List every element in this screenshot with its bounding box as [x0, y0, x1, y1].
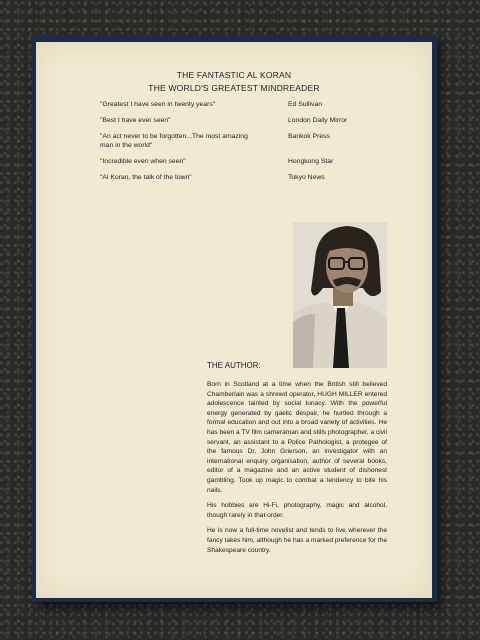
bio-paragraph: Born in Scotland at a time when the British still believed Chamberlain was a shrewd operator, HUGH MILLER entered adolescence tainted by social lunacy. With the powerful energy generated by gaelic despair, he hurtled through a formal education and out into a broad variety of activities. He has been a TV film cameraman and stills photographer, a civil servant, an assistant to a Police Pathologist, a protegee of the famous Dr. John Grierson, an investigator with an international enquiry organisation, author of several books, editor of a magazine and an active student of dishonest gambling. Took up magic to combat a tendency to bite his nails. — [207, 381, 387, 494]
quote-text: "Best I have ever seen" — [100, 117, 171, 124]
quote-item — [100, 157, 368, 166]
bio-paragraph: His hobbies are Hi-Fi, photography, magic and alcohol, though rarely in that order. — [207, 502, 387, 519]
author-bio — [207, 380, 387, 561]
quote-source: Hongkong Star — [288, 158, 334, 165]
quote-item — [100, 173, 368, 182]
quote-text: "An act never to be forgotten...The most amazing man in the world" — [100, 133, 248, 149]
header-line-1: THE FANTASTIC AL KORAN — [176, 70, 292, 80]
quote-source: Tokyo News — [288, 174, 325, 181]
quote-item — [100, 132, 368, 150]
author-heading: THE AUTHOR: — [207, 361, 261, 370]
bio-paragraph: He is now a full-time novelist and tends to live wherever the fancy takes him, although he has a marked preference for the Shakespeare country. — [207, 527, 387, 554]
author-photo — [293, 222, 387, 368]
quote-text: "Al Koran, the talk of the town" — [100, 174, 192, 181]
quote-source: Bankok Press — [288, 133, 330, 140]
quotes-list — [100, 100, 368, 189]
quote-item — [100, 100, 368, 109]
quote-text: "Greatest I have seen in twenty years" — [100, 101, 216, 108]
quote-source: London Daily Mirror — [288, 117, 348, 124]
quote-source: Ed Sullivan — [288, 101, 323, 108]
quote-text: "Incredible even when seen" — [100, 158, 186, 165]
quote-item — [100, 116, 368, 125]
header-line-2: THE WORLD'S GREATEST MINDREADER — [148, 83, 320, 93]
